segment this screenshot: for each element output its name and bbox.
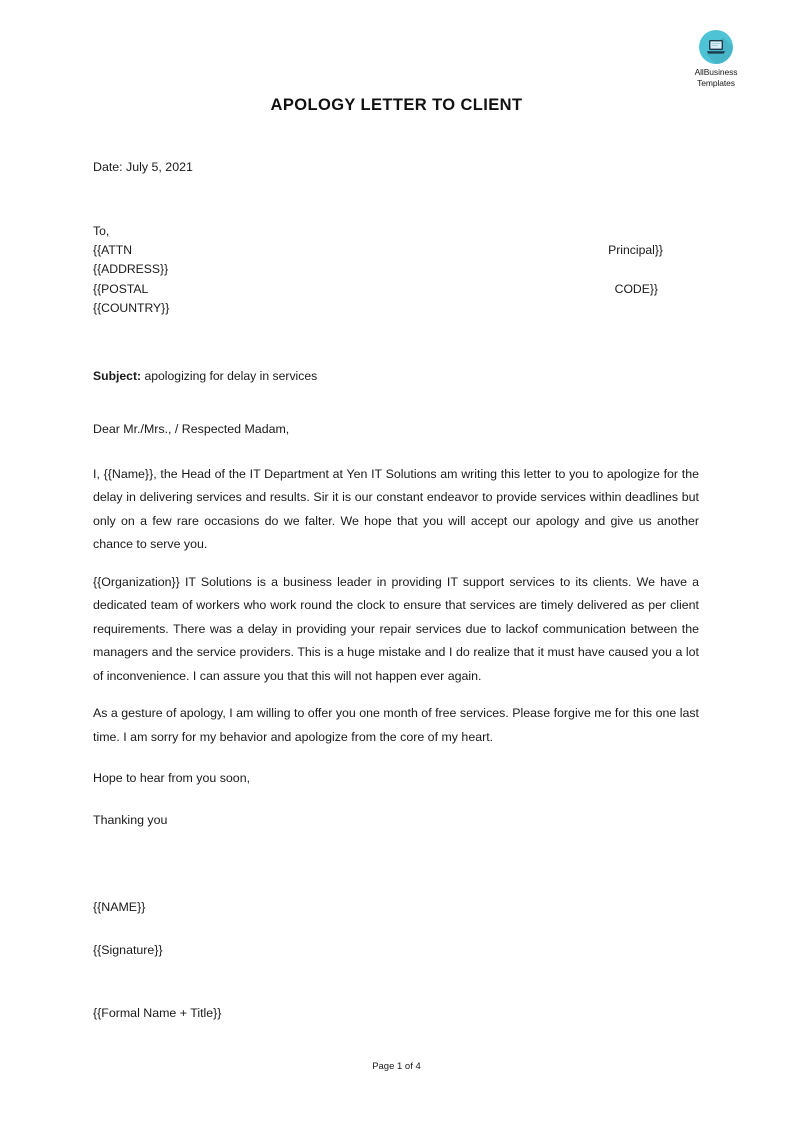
closing-line-2: Thanking you	[93, 812, 168, 827]
spacer	[93, 791, 699, 809]
address-postal-right: CODE}}	[614, 281, 658, 296]
address-attn-line	[93, 241, 663, 260]
logo-wordmark-line2: Templates	[697, 77, 735, 88]
laptop-icon	[706, 39, 726, 55]
address-to-label: To,	[93, 223, 110, 238]
subject-label: Subject:	[93, 368, 142, 383]
closing-line-1: Hope to hear from you soon,	[93, 771, 251, 786]
logo-wordmark-line1: AllBusiness	[694, 67, 738, 77]
body-paragraph-2: {{Organization}} IT Solutions is a business leader in providing IT support services to its clients. We have a dedicated team of workers who work round the clock to ensure that services are timely delivered as per client requirements. There was a delay in providing your repair services due to lackof communication between the managers and the service providers. This is a huge mistake and I do realize that it must have caused you a lot of inconvenience. I can assure you that this will not happen ever again.	[93, 574, 699, 683]
address-postal-line	[93, 280, 658, 299]
page-title: APOLOGY LETTER TO CLIENT	[270, 96, 523, 114]
address-postal-left: {{POSTAL	[93, 281, 149, 296]
logo-wordmark	[678, 67, 754, 88]
salutation-line: Dear Mr./Mrs., / Respected Madam,	[93, 421, 290, 436]
address-attn-left: {{ATTN	[93, 242, 133, 257]
address-country-line: {{COUNTRY}}	[93, 301, 170, 316]
date-line: Date: July 5, 2021	[93, 160, 193, 174]
signature-formal-name-title: {{Formal Name + Title}}	[93, 1006, 222, 1021]
signature-name: {{NAME}}	[93, 900, 146, 915]
spacer	[93, 832, 699, 880]
allbusiness-templates-logo	[678, 30, 754, 88]
spacer	[93, 178, 699, 222]
spacer	[93, 749, 699, 767]
page-footer: Page 1 of 4	[372, 1061, 421, 1072]
spacer	[93, 386, 699, 420]
subject-line	[93, 367, 699, 386]
spacer	[93, 880, 699, 898]
spacer	[93, 917, 699, 941]
spacer	[93, 439, 699, 463]
body-paragraph-3: As a gesture of apology, I am willing to offer you one month of free services. Please forgive me for this one last time. I am sorry for my behavior and apologize from the core of my heart.	[93, 706, 699, 744]
logo-circle	[699, 30, 733, 64]
address-attn-right: Principal}}	[608, 242, 663, 257]
signature-field: {{Signature}}	[93, 943, 163, 958]
body-paragraph-1: I, {{Name}}, the Head of the IT Department at Yen IT Solutions am writing this letter to you to apologize for the delay in delivering services and results. Sir it is our constant endeavor to provide services within deadlines but only on a few rare occasions do we falter. We hope that you will accept our apology and give us another chance to serve you.	[93, 466, 699, 552]
spacer	[93, 960, 699, 1004]
letter-body	[93, 158, 699, 1023]
spacer	[93, 319, 699, 367]
address-street-line: {{ADDRESS}}	[93, 262, 169, 277]
subject-text: apologizing for delay in services	[144, 368, 318, 383]
